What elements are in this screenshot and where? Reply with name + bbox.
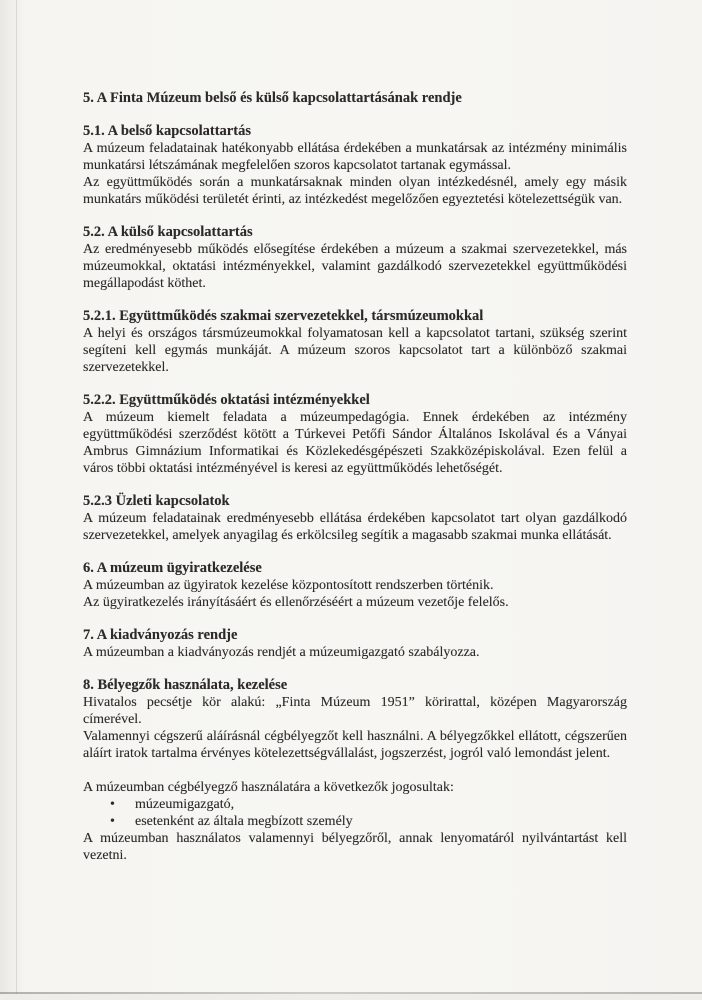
section-heading: 5.1. A belső kapcsolattartás [83, 123, 251, 139]
scan-edge-left-line [16, 0, 17, 1000]
bullet-list [83, 796, 627, 830]
section-heading: 5.2. A külső kapcsolattartás [83, 224, 253, 240]
paragraph: A múzeum feladatainak hatékonyabb ellátása érdekében a munkatársak az intézmény minimális munkatársi létszámának megfelelően szoros kapcsolatot tartanak egymással. [83, 141, 627, 173]
section-heading: 8. Bélyegzők használata, kezelése [83, 677, 288, 693]
section-heading: 6. A múzeum ügyiratkezelése [83, 560, 262, 576]
paragraph: A múzeumban cégbélyegző használatára a következők jogosultak: [83, 780, 454, 795]
paragraph: Valamennyi cégszerű aláírásnál cégbélyegzőt kell használni. A bélyegzőkkel ellátott, cégszerűen aláírt iratok tartalma érvényes kötelezettségvállalást, jogszerzést, jogról való lemondást jelent. [83, 729, 627, 761]
scan-edge-bottom-area [0, 994, 702, 1000]
section-heading: 7. A kiadványozás rendje [83, 627, 238, 643]
document-section [83, 224, 627, 292]
paragraph: A múzeum feladatainak eredményesebb ellátása érdekében kapcsolatot tart olyan gazdálkodó szervezetekkel, amelyek anyagilag és erkölcsileg segítik a magasabb szakmai munka ellátását. [83, 511, 627, 543]
paragraph: A múzeumban a kiadványozás rendjét a múzeumigazgató szabályozza. [83, 645, 480, 660]
document-body [83, 90, 627, 864]
paragraph: Az eredményesebb működés elősegítése érdekében a múzeum a szakmai szervezetekkel, más múzeumokkal, oktatási intézményekkel, valamint gazdálkodó szervezetekkel együttműködési megállapodást köthet. [83, 242, 627, 291]
paragraph: Az együttműködés során a munkatársaknak minden olyan intézkedésnél, amely egy másik munkatárs működési területét érinti, az intézkedést megelőzően egyeztetési kötelezettségük van. [83, 175, 627, 207]
document-section [83, 560, 627, 611]
scan-edge-bottom-line [0, 992, 702, 994]
document-section [83, 493, 627, 544]
section-heading: 5. A Finta Múzeum belső és külső kapcsolattartásának rendje [83, 90, 462, 106]
document-section [83, 308, 627, 376]
paragraph: A múzeum kiemelt feladata a múzeumpedagógia. Ennek érdekében az intézmény együttműködési szerződést kötött a Túrkevei Petőfi Sándor Általános Iskolával és a Ványai Ambrus Gimnázium Informatikai és Közlekedésgépészeti Szakközépiskolával. Ezen felül a város többi oktatási intézményével is keresi az együttműködés lehetőségét. [83, 410, 627, 476]
paragraph: Hivatalos pecsétje kör alakú: „Finta Múzeum 1951” körirattal, középen Magyarország címerével. [83, 695, 627, 727]
document-section [83, 392, 627, 477]
section-heading: 5.2.2. Együttműködés oktatási intézményekkel [83, 392, 370, 408]
document-section [83, 123, 627, 208]
document-section [83, 677, 627, 864]
paragraph: A múzeumban használatos valamennyi bélyegzőről, annak lenyomatáról nyilvántartást kell vezetni. [83, 831, 627, 863]
document-section [83, 627, 627, 661]
document-section [83, 90, 627, 107]
paragraph: A helyi és országos társmúzeumokkal folyamatosan kell a kapcsolatot tartani, szükség szerint segíteni kell egymás munkáját. A múzeum szoros kapcsolatot tart a különböző szakmai szervezetekkel. [83, 326, 627, 375]
section-heading: 5.2.1. Együttműködés szakmai szervezetekkel, társmúzeumokkal [83, 308, 484, 324]
paragraph: A múzeumban az ügyiratok kezelése központosított rendszerben történik. [83, 578, 494, 593]
list-item: • múzeumigazgató, [110, 796, 627, 813]
list-item: • esetenként az általa megbízott személy [110, 813, 627, 830]
section-heading: 5.2.3 Üzleti kapcsolatok [83, 493, 230, 509]
paragraph: Az ügyiratkezelés irányításáért és ellenőrzéséért a múzeum vezetője felelős. [83, 595, 509, 610]
